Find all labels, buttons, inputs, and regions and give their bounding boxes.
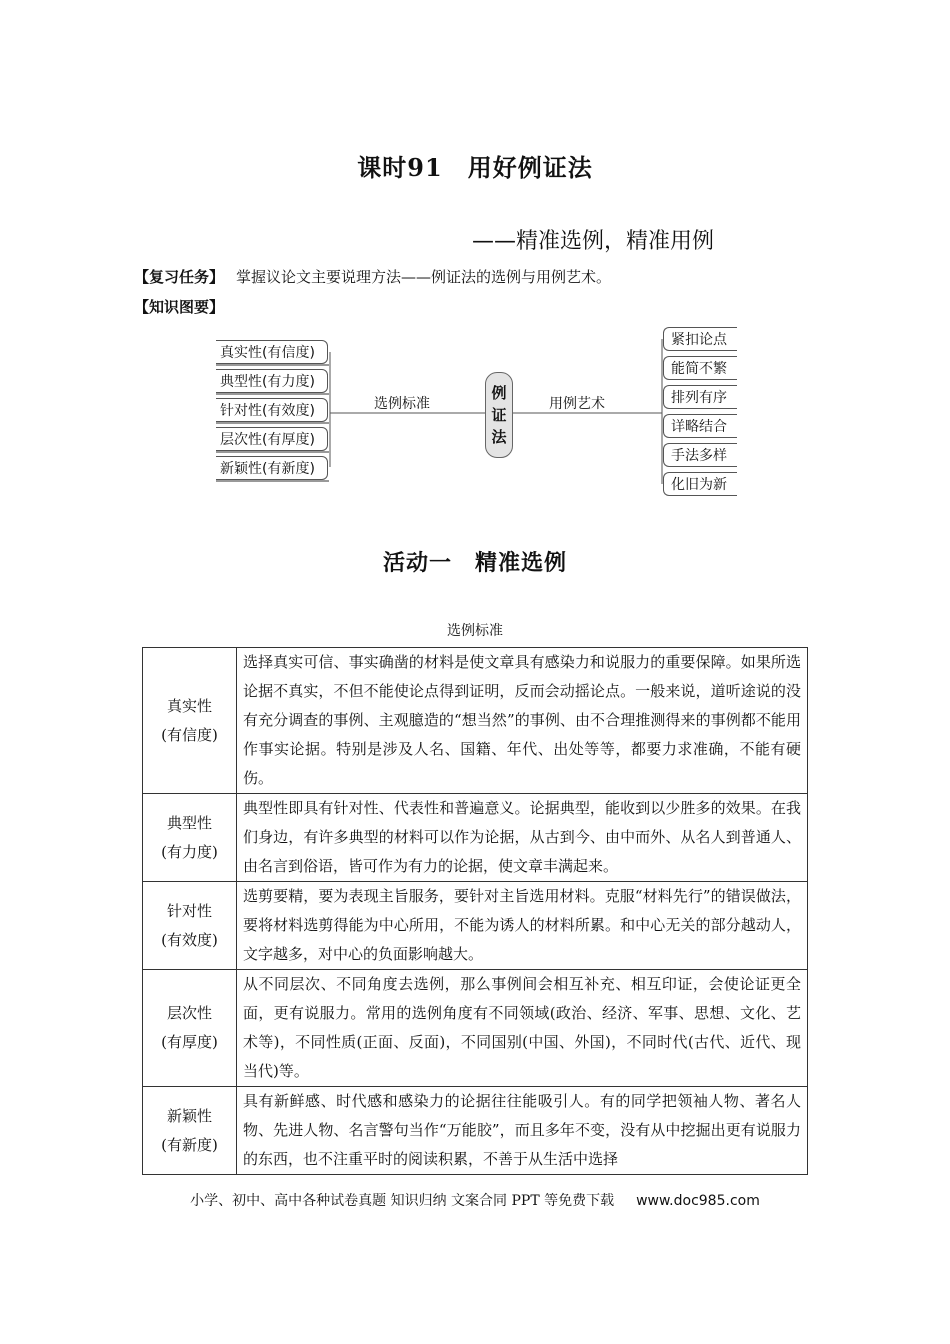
knowledge-map-tag: 【知识图要】: [134, 298, 225, 316]
mindmap-left-item-layering: 层次性(有厚度): [216, 427, 328, 451]
page-title: 课时91 用好例证法: [357, 153, 593, 182]
table-row: [143, 794, 808, 882]
table-row: [143, 970, 808, 1087]
criterion-sub: (有新度): [161, 1135, 218, 1154]
mindmap-center-char: 例: [491, 384, 507, 402]
criterion-description: 选剪要精，要为表现主旨服务，要针对主旨选用材料。克服“材料先行”的错误做法，要将材料选剪得能为中心所用，不能为诱人的材料所累。和中心无关的部分越动人，文字越多，对中心的负面影响越大。: [237, 882, 808, 970]
footer-url[interactable]: www.doc985.com: [636, 1193, 760, 1209]
table-row: [143, 882, 808, 970]
footer-text: 小学、初中、高中各种试卷真题 知识归纳 文案合同 PPT 等免费下载: [190, 1193, 615, 1209]
criterion-name: 针对性: [166, 901, 212, 920]
criterion-description: 从不同层次、不同角度去选例，那么事例间会相互补充、相互印证，会使论证更全面，更有说服力。常用的选例角度有不同领域(政治、经济、军事、思想、文化、艺术等)，不同性质(正面、反面)，不同国别(中国、外国)，不同时代(古代、近代、现当代)等。: [237, 970, 808, 1087]
criterion-name: 典型性: [166, 813, 212, 832]
mindmap-left-item-pertinence: 针对性(有效度): [216, 398, 328, 422]
review-task-tag: 【复习任务】: [134, 268, 225, 286]
mindmap-left-item-authenticity: 真实性(有信度): [216, 340, 328, 364]
table-row-header: [143, 970, 237, 1087]
table-row-header: [143, 794, 237, 882]
page-footer: [0, 1190, 950, 1210]
criterion-sub: (有效度): [161, 930, 218, 949]
mindmap-center-char: 法: [491, 428, 507, 446]
mindmap-right-item-4: 详略结合: [663, 414, 737, 438]
mindmap-left-label: 选例标准: [374, 396, 430, 412]
criterion-description: 典型性即具有针对性、代表性和普遍意义。论据典型，能收到以少胜多的效果。在我们身边，有许多典型的材料可以作为论据，从古到今、由中而外、从名人到普通人、由名言到俗语，皆可作为有力的论据，使文章丰满起来。: [237, 794, 808, 882]
table-row-header: [143, 1087, 237, 1175]
mindmap-center-node: [485, 372, 513, 458]
mindmap-right-label: 用例艺术: [549, 396, 605, 412]
table-row: [143, 648, 808, 794]
table-row: [143, 1087, 808, 1175]
criterion-sub: (有力度): [161, 842, 218, 861]
selection-criteria-table: [142, 647, 808, 1175]
criterion-description: 选择真实可信、事实确凿的材料是使文章具有感染力和说服力的重要保障。如果所选论据不真实，不但不能使论点得到证明，反而会动摇论点。一般来说，道听途说的没有充分调查的事例、主观臆造的“想当然”的事例、由不合理推测得来的事例都不能用作事实论据。特别是涉及人名、国籍、年代、出处等等，都要力求准确，不能有硬伤。: [237, 648, 808, 794]
criterion-sub: (有信度): [161, 725, 218, 744]
table-row-header: [143, 882, 237, 970]
mindmap-connectors: [0, 0, 950, 520]
mindmap-right-item-5: 手法多样: [663, 443, 737, 467]
criterion-description: 具有新鲜感、时代感和感染力的论据往往能吸引人。有的同学把领袖人物、著名人物、先进人物、名言警句当作“万能胶”，而且多年不变，没有从中挖掘出更有说服力的东西，也不注重平时的阅读积累，不善于从生活中选择: [237, 1087, 808, 1175]
mindmap-right-item-1: 紧扣论点: [663, 327, 737, 351]
table-row-header: [143, 648, 237, 794]
criterion-name: 真实性: [166, 696, 212, 715]
mindmap-right-item-6: 化旧为新: [663, 472, 737, 496]
review-task-text: 掌握议论文主要说理方法——例证法的选例与用例艺术。: [236, 268, 612, 286]
section-title: 活动一 精准选例: [382, 550, 567, 576]
mindmap-left-item-novelty: 新颖性(有新度): [216, 456, 328, 480]
mindmap-left-item-typicality: 典型性(有力度): [216, 369, 328, 393]
criterion-sub: (有厚度): [161, 1033, 218, 1051]
mindmap-right-item-2: 能简不繁: [663, 356, 737, 380]
criterion-name: 新颖性: [166, 1106, 212, 1125]
mindmap-right-item-3: 排列有序: [663, 385, 737, 409]
page-subtitle: ——精准选例，精准用例: [472, 229, 715, 254]
mindmap-center-char: 证: [491, 406, 507, 424]
criterion-name: 层次性: [166, 1004, 212, 1022]
table-caption: 选例标准: [447, 623, 503, 639]
